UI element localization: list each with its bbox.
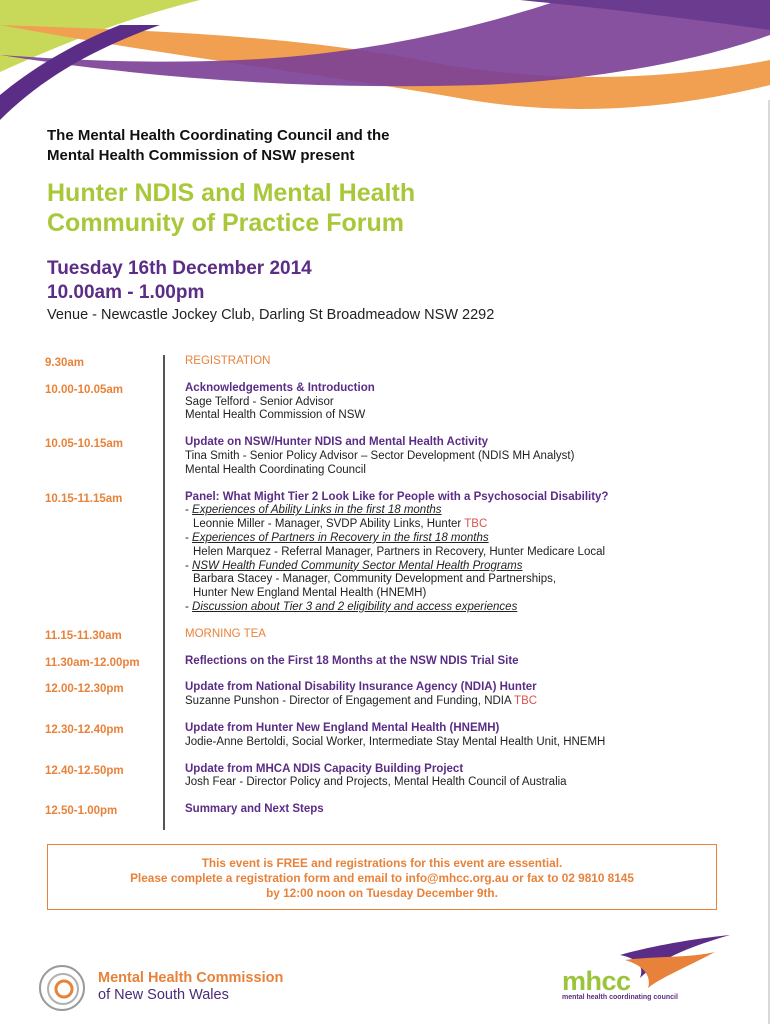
event-title: [47, 178, 415, 238]
agenda-content: [185, 436, 745, 490]
agenda-content: [185, 763, 745, 804]
agenda-heading: Reflections on the First 18 Months at the NSW NDIS Trial Site: [185, 654, 519, 667]
panel-topic-2: [185, 532, 745, 546]
panel-topic-title: NSW Health Funded Community Sector Mental Health Programs: [192, 559, 523, 572]
agenda-divider: [163, 722, 165, 763]
panel-topic-1: [185, 504, 745, 518]
tbc-badge: TBC: [464, 518, 488, 531]
mhcc-logo: [560, 930, 740, 1005]
agenda-heading: Acknowledgements & Introduction: [185, 381, 375, 394]
agenda-time: 12.50-1.00pm: [45, 805, 118, 818]
agenda-speaker: [185, 695, 745, 709]
date-time-block: [47, 257, 312, 305]
panel-topic-3: [185, 560, 745, 574]
agenda-content: [185, 628, 745, 655]
agenda-heading: Summary and Next Steps: [185, 803, 324, 816]
agenda-speaker: Sage Telford - Senior Advisor: [185, 395, 334, 408]
agenda-organisation: Mental Health Commission of NSW: [185, 409, 366, 422]
mhc-circles-icon: [36, 962, 92, 1014]
agenda-speaker-text: Suzanne Punshon - Director of Engagement and Funding, NDIA: [185, 695, 512, 708]
intro-line-1: The Mental Health Coordinating Council and the: [47, 127, 390, 144]
title-line-1: Hunter NDIS and Mental Health: [47, 179, 416, 207]
agenda-divider: [163, 803, 165, 830]
agenda-content: [185, 491, 745, 628]
agenda-content: [185, 382, 745, 436]
agenda-row-reflections: [45, 655, 745, 682]
agenda-speaker: Jodie-Anne Bertoldi, Social Worker, Intermediate Stay Mental Health Unit, HNEMH: [185, 735, 606, 748]
agenda-speaker: Josh Fear - Director Policy and Projects, Mental Health Council of Australia: [185, 776, 567, 789]
agenda-organisation: Mental Health Coordinating Council: [185, 463, 366, 476]
agenda-divider: [163, 355, 165, 382]
agenda-divider: [163, 491, 165, 628]
agenda-heading: Update from National Disability Insurance Agency (NDIA) Hunter: [185, 681, 537, 694]
agenda-row-morning-tea: [45, 628, 745, 655]
panel-speaker-2: Helen Marquez - Referral Manager, Partners in Recovery, Hunter Medicare Local: [193, 545, 606, 558]
agenda-row-panel: [45, 491, 745, 628]
dash: -: [185, 559, 189, 572]
agenda-divider: [163, 681, 165, 722]
agenda-divider: [163, 655, 165, 682]
title-line-2: Community of Practice Forum: [47, 209, 404, 237]
agenda-row-ndia: [45, 681, 745, 722]
agenda-row-hnemh: [45, 722, 745, 763]
event-date: Tuesday 16th December 2014: [47, 258, 312, 279]
event-venue: Venue - Newcastle Jockey Club, Darling St Broadmeadow NSW 2292: [47, 307, 495, 323]
agenda-time: 12.00-12.30pm: [45, 683, 124, 696]
agenda-time: 12.40-12.50pm: [45, 764, 124, 777]
panel-speaker-text: Leonnie Miller - Manager, SVDP Ability Links, Hunter: [193, 518, 462, 531]
agenda-time: 9.30am: [45, 357, 85, 369]
mhcc-logo-subtitle: mental health coordinating council: [562, 994, 678, 1001]
agenda-heading: Update from MHCA NDIS Capacity Building Project: [185, 762, 464, 775]
agenda-row-introduction: [45, 382, 745, 436]
registration-notice: [47, 844, 717, 910]
agenda: [45, 355, 745, 830]
mhc-logo-line-2: of New South Wales: [98, 987, 229, 1003]
notice-line-1: This event is FREE and registrations for this event are essential.: [201, 856, 563, 870]
panel-speaker-3a: Barbara Stacey - Manager, Community Development and Partnerships,: [193, 573, 557, 586]
panel-speaker-1: [185, 518, 745, 532]
agenda-speaker: Tina Smith - Senior Policy Advisor – Sector Development (NDIS MH Analyst): [185, 449, 575, 462]
dash: -: [185, 600, 189, 613]
agenda-content: [185, 655, 745, 682]
panel-topic-4: [185, 601, 745, 615]
agenda-heading: Update on NSW/Hunter NDIS and Mental Health Activity: [185, 436, 489, 449]
agenda-divider: [163, 763, 165, 804]
agenda-time: 11.15-11.30am: [45, 629, 122, 642]
agenda-row-ndis-update: [45, 436, 745, 490]
agenda-time: 11.30am-12.00pm: [45, 656, 140, 669]
agenda-row-registration: [45, 355, 745, 382]
agenda-time: 10.00-10.05am: [45, 383, 124, 396]
agenda-heading: Update from Hunter New England Mental Health (HNEMH): [185, 721, 500, 734]
panel-speaker-3b: Hunter New England Mental Health (HNEMH): [193, 587, 427, 600]
panel-topic-title: Discussion about Tier 3 and 2 eligibility and access experiences: [192, 600, 518, 613]
panel-topic-title: Experiences of Ability Links in the first 18 months: [192, 504, 442, 517]
tbc-badge: TBC: [514, 695, 538, 708]
dash: -: [185, 504, 189, 517]
mhc-nsw-logo: [36, 962, 306, 1014]
agenda-divider: [163, 628, 165, 655]
notice-line-3: by 12:00 noon on Tuesday December 9th.: [266, 886, 498, 900]
agenda-row-summary: [45, 803, 745, 830]
dash: -: [185, 531, 189, 544]
agenda-time: 10.05-10.15am: [45, 438, 124, 451]
header-swoosh-art: [0, 0, 770, 145]
panel-topic-title: Experiences of Partners in Recovery in the first 18 months: [192, 531, 489, 544]
intro-line-2: Mental Health Commission of NSW present: [47, 147, 355, 164]
agenda-content: [185, 722, 745, 763]
agenda-content: [185, 681, 745, 722]
agenda-content: [185, 803, 745, 830]
agenda-heading: MORNING TEA: [185, 627, 266, 640]
agenda-heading: Panel: What Might Tier 2 Look Like for People with a Psychosocial Disability?: [185, 490, 609, 503]
agenda-time: 10.15-11.15am: [45, 492, 123, 505]
agenda-heading: REGISTRATION: [185, 355, 271, 367]
event-time: 10.00am - 1.00pm: [47, 282, 205, 303]
agenda-time: 12.30-12.40pm: [45, 723, 124, 736]
mhcc-logo-word: mhcc: [562, 966, 631, 996]
agenda-divider: [163, 382, 165, 436]
agenda-divider: [163, 436, 165, 490]
mhc-logo-line-1: Mental Health Commission: [98, 970, 284, 986]
intro-text: [47, 126, 390, 166]
notice-line-2: Please complete a registration form and email to info@mhcc.org.au or fax to 02 9810 8145: [130, 871, 634, 885]
agenda-content: [185, 355, 745, 382]
agenda-row-mhca: [45, 763, 745, 804]
